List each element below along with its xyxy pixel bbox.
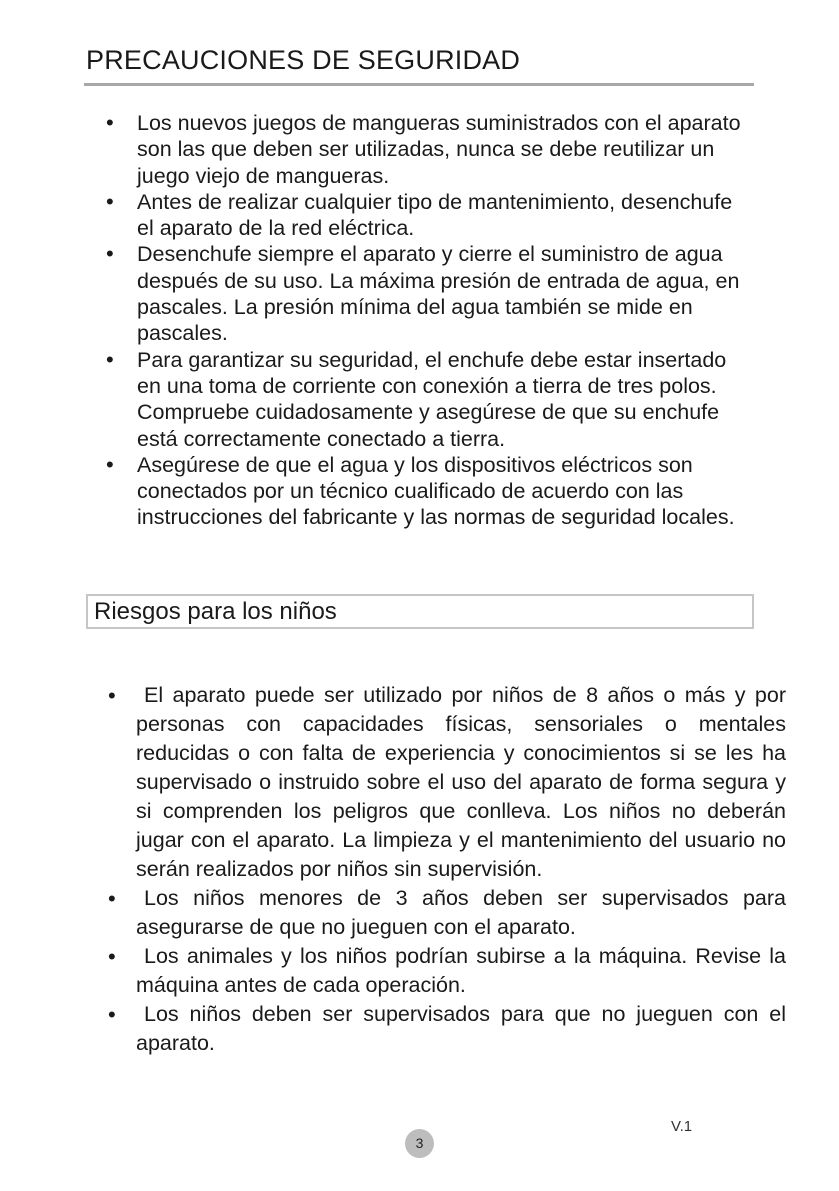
list-item — [106, 1000, 786, 1058]
list-item — [106, 452, 746, 531]
list-item — [106, 681, 786, 884]
list-item — [106, 189, 746, 242]
list-item-text: Los nuevos juegos de mangueras suministrados con el aparato son las que deben ser utilizadas, nunca se debe reutilizar un juego viejo de mangueras. — [137, 111, 741, 188]
list-item-text: Los animales y los niños podrían subirse a la máquina. Revise la máquina antes de cada operación. — [136, 944, 786, 997]
list-item-text: Antes de realizar cualquier tipo de mantenimiento, desenchufe el aparato de la red eléctrica. — [137, 189, 733, 241]
list-item — [106, 884, 786, 942]
list-item — [106, 110, 746, 189]
page-number-badge: 3 — [405, 1129, 434, 1158]
list-item — [106, 347, 746, 452]
list-item-text: El aparato puede ser utilizado por niños de 8 años o más y por personas con capacidades físicas, sensoriales o mentales reducidas o con falta de experiencia y conocimientos si se les ha supervisado o instruido sobre el uso del aparato de forma segura y si comprenden los peligros que conlleva. Los niños no deberán jugar con el aparato. La limpieza y el mantenimiento del usuario no serán realizados por niños sin supervisión. — [136, 683, 786, 881]
bullet-icon: • — [106, 188, 114, 214]
list-item-text: Asegúrese de que el agua y los dispositivos eléctricos son conectados por un técnico cualificado de acuerdo con las instrucciones del fabricante y las normas de seguridad locales. — [137, 452, 735, 530]
list-item-text: Los niños deben ser supervisados para que no jueguen con el aparato. — [136, 1002, 786, 1055]
page-title: PRECAUCIONES DE SEGURIDAD — [86, 45, 521, 75]
bullet-icon: • — [106, 451, 114, 477]
bullet-icon: • — [108, 944, 116, 969]
bullet-icon: • — [108, 886, 116, 911]
bullet-icon: • — [108, 683, 116, 708]
bullet-icon: • — [106, 346, 114, 372]
section-heading-box — [86, 594, 754, 629]
safety-precautions-list — [106, 110, 746, 531]
list-item — [106, 942, 786, 1000]
list-item-text: Desenchufe siempre el aparato y cierre el suministro de agua después de su uso. La máxima presión de entrada de agua, en pascales. La presión mínima del agua también se mide en pascales. — [137, 242, 740, 346]
version-label: V.1 — [671, 1118, 693, 1135]
list-item — [106, 241, 746, 346]
section-heading: Riesgos para los niños — [94, 598, 337, 625]
children-risks-list — [106, 681, 786, 1058]
list-item-text: Para garantizar su seguridad, el enchufe debe estar insertado en una toma de corriente con conexión a tierra de tres polos. Compruebe cuidadosamente y asegúrese de que su enchufe está correctamente conectado a tierra. — [137, 347, 727, 451]
title-divider — [84, 83, 754, 86]
bullet-icon: • — [106, 241, 114, 267]
bullet-icon: • — [106, 110, 114, 135]
list-item-text: Los niños menores de 3 años deben ser supervisados para asegurarse de que no jueguen con el aparato. — [136, 886, 786, 939]
bullet-icon: • — [108, 1002, 116, 1027]
